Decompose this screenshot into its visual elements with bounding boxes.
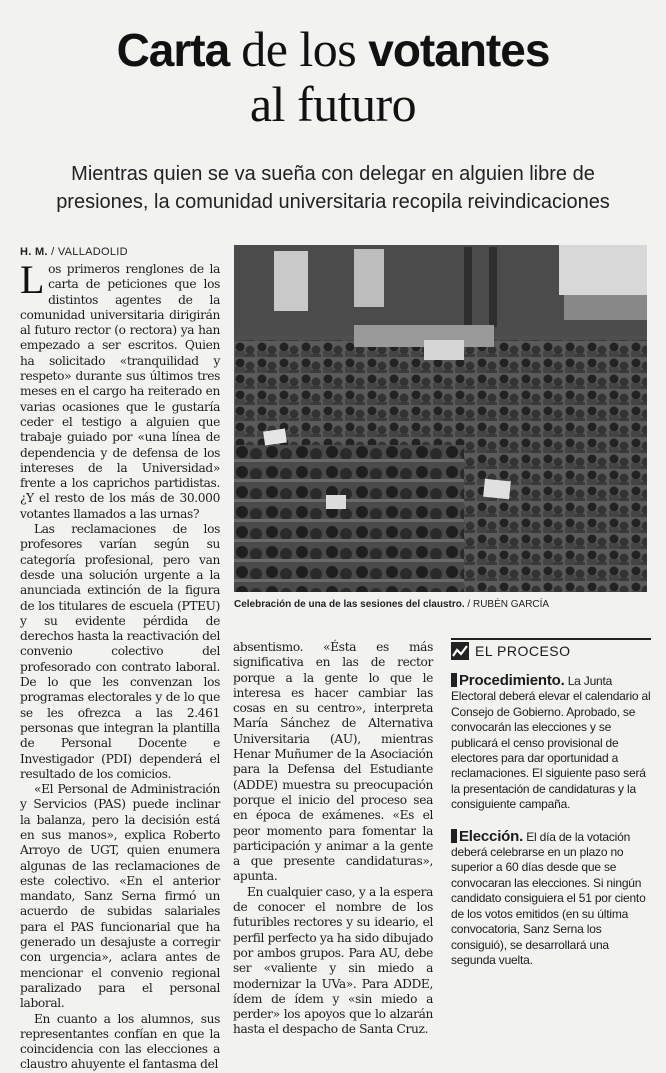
paragraph-text: os primeros renglones de la carta de peticiones que los distintos agentes de la comunidad universitaria dirigirán al futuro rector (o rectora) ya han empezado a ser escritos. Quien ha solicitado «tranquilidad y respeto» durante sus últimos tres meses en el cargo ha reiterado en varias ocasiones que le gustaría ceder el testigo a alguien que trabaje guiado por «una línea de dependencia y de defensa de los intereses de la Universidad» frente a los caprichos partidistas. ¿Y el resto de los más de 30.000 votantes llamados a las urnas? xyxy=(20,262,220,521)
article-column-1 xyxy=(20,257,220,1073)
sidebar-title: EL PROCESO xyxy=(475,643,571,659)
sidebar-item-title: Procedimiento. xyxy=(459,672,565,689)
article-paragraph xyxy=(20,257,220,522)
article-column-2 xyxy=(233,640,433,1038)
sidebar-item-eleccion xyxy=(451,829,651,969)
process-sidebar xyxy=(451,638,651,968)
claustro-photo xyxy=(234,245,647,592)
bullet-marker xyxy=(451,673,457,687)
sidebar-item-title: Elección. xyxy=(459,827,524,845)
headline-word-votantes: votantes xyxy=(368,24,550,76)
headline-word-carta: Carta xyxy=(116,24,230,76)
dropcap: L xyxy=(20,257,45,302)
article-paragraph: «El Personal de Administración y Servicios (PAS) puede inclinar la balanza, pero la decisión está en sus manos», explica Roberto Arroyo de UGT, quien enumera algunas de las reclamaciones de este colectivo. «En el anterior mandato, Sanz Serna firmó un acuerdo de subidas salariales para el PAS funcionarial que ha generado un desajuste a corregir con urgencia», aclara antes de mencionar el convenio regional paralizado para el personal laboral. xyxy=(20,782,220,1011)
headline-word-de-los: de los xyxy=(229,21,369,77)
sidebar-item-text: La Junta Electoral deberá elevar el calendario al Consejo de Gobierno. Aprobado, se convocarán las elecciones y se publicará el censo provisional de electores para dar oportunidad a reclamaciones. El siguiente paso será la presentación de candidaturas y la consiguiente campaña. xyxy=(451,674,651,812)
article-paragraph: En cualquier caso, y a la espera de conocer el nombre de los futuribles rectores y su ideario, el perfil perfecto ya ha sido dibujado por ambos grupos. Para AU, debe ser «valiente y sin miedo a modernizar la UVa». Para ADDE, ídem de ídem y «sin miedo a perder» los apoyos que lo alzarán hasta el despacho de Santa Cruz. xyxy=(233,884,433,1037)
photo-caption xyxy=(234,599,654,610)
headline xyxy=(0,22,666,131)
zigzag-icon xyxy=(451,642,469,660)
subtitle-line1: Mientras quien se va sueña con delegar en alguien libre de xyxy=(71,163,595,185)
photo-illustration xyxy=(234,245,647,592)
caption-credit: / RUBÉN GARCÍA xyxy=(464,599,550,610)
bullet-marker xyxy=(451,829,457,843)
subtitle xyxy=(20,160,646,216)
sidebar-item-procedimiento xyxy=(451,673,651,813)
sidebar-item-text: El día de la votación deberá celebrarse en un plazo no superior a 60 días desde que se convocaran las elecciones. Si ningún candidato consiguiera el 51 por ciento de los votos emitidos (en su última convocatoria, Sanz Serna los consiguió), se desarrollará una segunda vuelta. xyxy=(451,829,646,967)
article-paragraph: absentismo. «Ésta es más significativa en las de rector porque a la gente lo que le interesa es hacer cambiar las cosas en su centro», interpreta María Sánchez de Alternativa Universitaria (AU), mientras Henar Muñumer de la Asociación para la Defensa del Estudiante (ADDE) muestra su preocupación porque el inicio del proceso sea en época de exámenes. «Es el peor momento para fomentar la participación y animar a la gente a que presente candidaturas», apunta. xyxy=(233,640,433,884)
subtitle-line2: presiones, la comunidad universitaria recopila reivindicaciones xyxy=(56,191,610,213)
article-paragraph: Las reclamaciones de los profesores varían según su categoría profesional, pero van desde una solución urgente a la anunciada extinción de la figura de los titulares de escuela (PTEU) y su evidente pérdida de derechos hasta la reactivación del convenio colectivo del profesorado con contrato laboral. De lo que les convenzan los programas electorales y de lo que se les ofrezca a las 2.461 personas que integran la plantilla de Personal Docente e Investigador (PDI) dependerá el resultado de los comicios. xyxy=(20,522,220,781)
byline-location: / VALLADOLID xyxy=(51,246,128,258)
caption-text: Celebración de una de las sesiones del claustro. xyxy=(234,599,465,610)
headline-line2: al futuro xyxy=(249,76,417,132)
article-paragraph: En cuanto a los alumnos, sus representantes confían en que la coincidencia con las elecciones a claustro ahuyente el fantasma del xyxy=(20,1011,220,1072)
sidebar-header xyxy=(451,638,651,661)
byline-author: H. M. xyxy=(20,246,48,258)
